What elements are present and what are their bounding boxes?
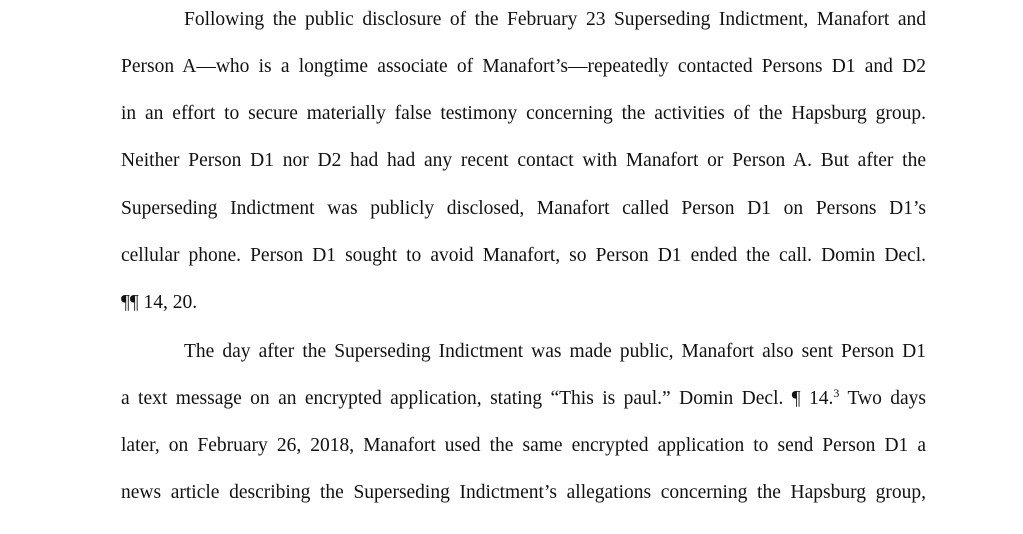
paragraph-1-line-7: ¶¶ 14, 20. (121, 292, 198, 313)
paragraph-1-line-5: Superseding Indictment was publicly disclosed, Manafort called Person D1 on Persons D1’s (121, 198, 926, 219)
paragraph-1-line-6: cellular phone. Person D1 sought to avoid Manafort, so Person D1 ended the call. Domin Decl. (121, 245, 926, 266)
paragraph-1-line-3: in an effort to secure materially false testimony concerning the activities of the Hapsburg group. (121, 103, 926, 124)
paragraph-2-line-4: news article describing the Superseding Indictment’s allegations concerning the Hapsburg group, (121, 482, 926, 503)
paragraph-1-line-1: Following the public disclosure of the February 23 Superseding Indictment, Manafort and (184, 9, 926, 30)
paragraph-1-line-2: Person A—who is a longtime associate of Manafort’s—repeatedly contacted Persons D1 and D2 (121, 56, 926, 77)
paragraph-2-line-2-tail: Two days (847, 388, 926, 409)
paragraph-2-line-1: The day after the Superseding Indictment was made public, Manafort also sent Person D1 (184, 341, 926, 362)
paragraph-2-line-2-text: a text message on an encrypted application, stating “This is paul.” Domin Decl. ¶ 14. (121, 388, 834, 409)
footnote-marker[interactable]: 3 (833, 386, 840, 400)
paragraph-2-line-2 (121, 385, 926, 413)
paragraph-1-line-4: Neither Person D1 nor D2 had had any recent contact with Manafort or Person A. But after the (121, 150, 926, 171)
paragraph-2-line-3: later, on February 26, 2018, Manafort used the same encrypted application to send Person D1 a (121, 435, 926, 456)
